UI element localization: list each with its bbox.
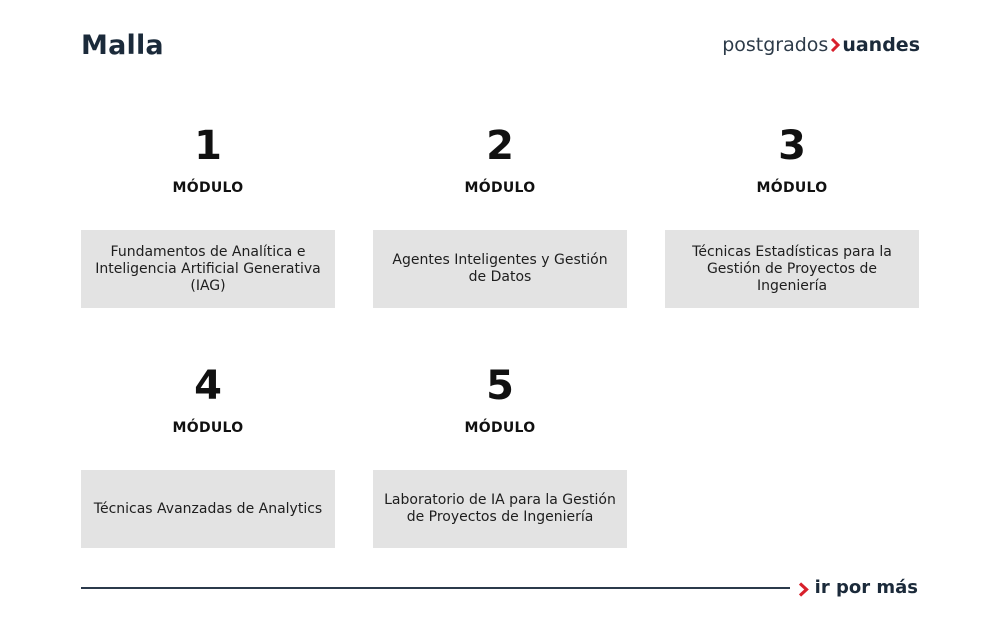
- module-number: 5: [486, 363, 514, 409]
- module-title-box: [373, 230, 627, 308]
- module-number: 1: [194, 123, 222, 169]
- module-label: MÓDULO: [172, 180, 244, 196]
- brand-name-postgrados: postgrados: [722, 34, 829, 56]
- module-title: Fundamentos de Analítica e Inteligencia Artificial Generativa (IAG): [95, 243, 321, 294]
- module-label: MÓDULO: [464, 420, 536, 436]
- module-title: Laboratorio de IA para la Gestión de Proyectos de Ingeniería: [384, 492, 616, 525]
- module-title: Técnicas Estadísticas para la Gestión de Proyectos de Ingeniería: [692, 243, 892, 294]
- module-label: MÓDULO: [172, 420, 244, 436]
- brand-logo: [722, 34, 920, 56]
- module-title-box: [81, 470, 335, 548]
- module-number: 4: [194, 363, 222, 409]
- module-number: 3: [778, 123, 806, 169]
- module-title: Técnicas Avanzadas de Analytics: [93, 500, 323, 517]
- module-title-box: [81, 230, 335, 308]
- brand-name-uandes: uandes: [842, 34, 920, 56]
- footer-divider: [81, 587, 790, 589]
- page-title: Malla: [81, 30, 164, 61]
- module-title: Agentes Inteligentes y Gestión de Datos: [392, 252, 608, 285]
- module-label: MÓDULO: [464, 180, 536, 196]
- ir-por-mas-label: ir por más: [814, 577, 918, 598]
- module-number: 2: [486, 123, 514, 169]
- module-title-box: [373, 470, 627, 548]
- ir-por-mas-link[interactable]: [798, 577, 918, 598]
- module-title-box: [665, 230, 919, 308]
- chevron-right-icon: [830, 38, 840, 52]
- module-label: MÓDULO: [756, 180, 828, 196]
- chevron-right-icon: [798, 582, 809, 597]
